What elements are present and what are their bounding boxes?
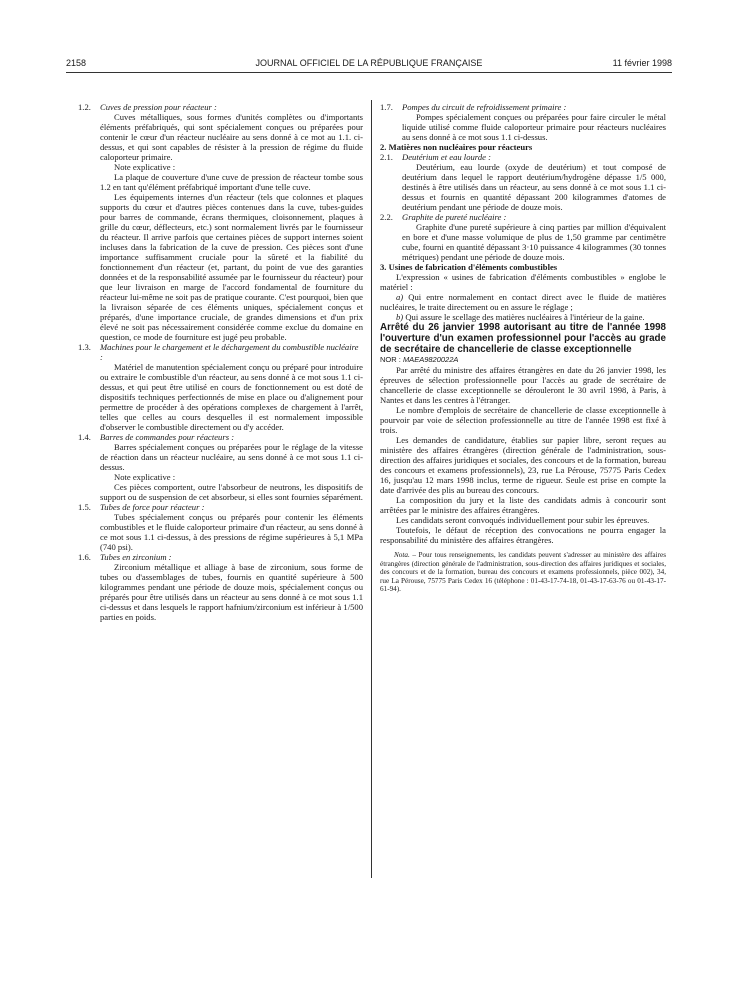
nota: Nota. – Pour tous renseignements, les candidats peuvent s'adresser au ministère des affaires étrangères (direction générale de l'administration, sous-direction des affaires juridiques et sociales, des concours et de la formation, bureau des concours et examens professionnels, pièce 002), 34, rue La Pérouse, 75775 Paris Cedex 16 (téléphone : 01-43-17-74-18, 01-43-17-63-76 ou 01-43-17-61-94). xyxy=(380,551,666,594)
paragraph: Pompes spécialement conçues ou préparées pour faire circuler le métal liquide utilisé comme fluide caloporteur primaire pour réacteurs nucléaires au sens donné à ce mot sous 1.1 ci-dessus. xyxy=(402,112,666,142)
right-column xyxy=(380,102,666,594)
section-body-1-3 xyxy=(78,362,363,432)
section-heading-1-2: 1.2. Cuves de pression pour réacteur : xyxy=(78,102,217,112)
section-body-1-2 xyxy=(78,112,363,172)
paragraph: Les équipements internes d'un réacteur (tels que colonnes et plaques supports du cœur et d'autres pièces contenues dans la cuve, tubes-guides pour barres de commande, écrans thermiques, cloisonnement, plaques à grille du cœur, déflecteurs, etc.) sont normalement livrés par le fournisseur du réacteur. Il arrive parfois que certaines pièces de support internes soient incluses dans la fabrication de la cuve de pression. Ces pièces sont d'une importance suffisamment cruciale pour la sûreté et la fiabilité du fonctionnement d'un réacteur (et, partant, du point de vue des garanties données et de la responsabilité assumée par le fournisseur du réacteur) pour que leur livraison en marge de l'accord fondamental de fourniture du réacteur lui-même ne soit pas de pratique courante. C'est pourquoi, bien que la livraison séparée de ces éléments uniques, spécialement conçus et préparés, d'une importance cruciale, de grandes dimensions et d'un prix élevé ne soit pas nécessairement considérée comme exclue du domaine en question, ce mode de fourniture est jugé peu probable. xyxy=(100,192,363,342)
section-body-1-7 xyxy=(380,112,666,142)
paragraph: La composition du jury et la liste des candidats admis à concourir sont arrêtées par le ministre des affaires étrangères. xyxy=(380,495,666,515)
paragraph: Toutefois, le défaut de réception des convocations ne pourra engager la responsabilité du ministère des affaires étrangères. xyxy=(380,525,666,545)
section-heading-2-1: 2.1. Deutérium et eau lourde : xyxy=(380,152,491,162)
section-heading-1-5: 1.5. Tubes de force pour réacteur : xyxy=(78,502,205,512)
section-title-2: 2. Matières non nucléaires pour réacteurs xyxy=(380,142,533,152)
header-rule xyxy=(66,72,672,73)
note-label: Note explicative : xyxy=(114,162,176,172)
paragraph: Barres spécialement conçues ou préparées pour le réglage de la vitesse de réaction dans un réacteur nucléaire, au sens donné à ce mot sous 1.1 ci-dessus. xyxy=(100,442,363,472)
paragraph: Le nombre d'emplois de secrétaire de chancellerie de classe exceptionnelle à pourvoir par voie de sélection professionnelle au titre de l'année 1998 est fixé à trois. xyxy=(380,405,666,435)
paragraph: Ces pièces comportent, outre l'absorbeur de neutrons, les dispositifs de support ou de suspension de cet absorbeur, si elles sont fournies séparément. xyxy=(100,482,363,502)
section-body-2-2 xyxy=(380,222,666,262)
paragraph: Graphite d'une pureté supérieure à cinq parties par million d'équivalent en bore et d'une masse volumique de plus de 1,50 gramme par centimètre cube, fourni en quantité dépassant 3·10 puissance 4 kilogrammes (30 tonnes métriques) pendant une période de douze mois. xyxy=(402,222,666,262)
issue-date: 11 février 1998 xyxy=(612,58,672,68)
section-body-1-5 xyxy=(78,512,363,552)
left-column xyxy=(78,102,363,622)
paragraph: Tubes spécialement conçus ou préparés pour contenir les éléments combustibles et le fluide caloporteur primaire d'un réacteur, au sens donné à ce mot sous 1.1 ci-dessus, à des pressions de régime supérieures à 5,1 MPa (740 psi). xyxy=(100,512,363,552)
paragraph: Zirconium métallique et alliage à base de zirconium, sous forme de tubes ou d'assemblages de tubes, fournis en quantité supérieure à 500 kilogrammes pendant une période de douze mois, spécialement conçus ou préparés pour être utilisés dans un réacteur au sens donné à ce mot sous 1.1 ci-dessus et dans lesquels le rapport hafnium/zirconium est inférieur à 1/500 parties en poids. xyxy=(100,562,363,622)
paragraph: Cuves métalliques, sous formes d'unités complètes ou d'importants éléments préfabriqués, qui sont spécialement conçues ou préparées pour contenir le cœur d'un réacteur nucléaire au sens donné à ce mot au 1.1. ci-dessus, et qui sont capables de résister à la pression de régime du fluide caloporteur primaire. xyxy=(100,112,363,162)
section-heading-1-7: 1.7. Pompes du circuit de refroidissement primaire : xyxy=(380,102,567,112)
section-heading-1-4: 1.4. Barres de commandes pour réacteurs : xyxy=(78,432,235,442)
decree-title: Arrêté du 26 janvier 1998 autorisant au titre de l'année 1998 l'ouverture d'un examen professionnel pour l'accès au grade de secrétaire de chancellerie de classe exceptionnelle xyxy=(380,322,666,355)
list-item-a: a) Qui entre normalement en contact direct avec le fluide de matières nucléaires, le traite directement ou en assure le réglage ; xyxy=(380,292,666,312)
section-heading-1-6: 1.6. Tubes en zirconium : xyxy=(78,552,172,562)
page-number: 2158 xyxy=(66,58,87,68)
section-title-3: 3. Usines de fabrication d'éléments combustibles xyxy=(380,262,558,272)
note-label: Note explicative : xyxy=(114,472,176,482)
page-header xyxy=(66,58,672,72)
section-heading-1-3: 1.3. Machines pour le chargement et le déchargement du combustible nucléaire : xyxy=(78,342,359,362)
section-heading-2-2: 2.2. Graphite de pureté nucléaire : xyxy=(380,212,507,222)
paragraph: Matériel de manutention spécialement conçu ou préparé pour introduire ou extraire le combustible d'un réacteur, au sens donné à ce mot sous 1.1 ci-dessus, et qui peut être utilisé en cours de fonctionnement ou est doté de dispositifs techniques perfectionnés de mise en place ou d'alignement pour permettre de procéder à des opérations complexes de chargement à l'arrêt, telles que celles au cours desquelles il est normalement impossible d'observer le combustible directement ou d'y accéder. xyxy=(100,362,363,432)
paragraph: Par arrêté du ministre des affaires étrangères en date du 26 janvier 1998, les épreuves de sélection professionnelle pour l'accès au grade de secrétaire de chancellerie de classe exceptionnelle se dérouleront le 30 avril 1998, à Paris, à Nantes et dans les centres à l'étranger. xyxy=(380,365,666,405)
section-body-1-4 xyxy=(78,442,363,482)
nor-reference: NOR : MAEA9820022A xyxy=(380,355,459,364)
paragraph: Deutérium, eau lourde (oxyde de deutérium) et tout composé de deutérium dans lequel le rapport deutérium/hydrogène dépasse 1/5 000, destinés à être utilisés dans un réacteur, au sens donné à ce mot sous 1.1 ci-dessus et fournis en quantité dépassant 200 kilogrammes d'atomes de deutérium pendant une période de douze mois. xyxy=(402,162,666,212)
journal-title: JOURNAL OFFICIEL DE LA RÉPUBLIQUE FRANÇAISE xyxy=(255,58,483,68)
list-item-b: b) Qui assure le scellage des matières nucléaires à l'intérieur de la gaine. xyxy=(396,312,645,322)
paragraph: Les candidats seront convoqués individuellement pour subir les épreuves. xyxy=(396,515,650,525)
column-divider xyxy=(371,100,372,878)
section-body-1-6 xyxy=(78,562,363,622)
section-body-2-1 xyxy=(380,162,666,212)
paragraph: La plaque de couverture d'une cuve de pression de réacteur tombe sous 1.2 en tant qu'élément préfabriqué important d'une telle cuve. xyxy=(100,172,363,192)
paragraph: L'expression « usines de fabrication d'éléments combustibles » englobe le matériel : xyxy=(380,272,666,292)
paragraph: Les demandes de candidature, établies sur papier libre, seront reçues au ministère des affaires étrangères (direction générale de l'administration, sous-direction des affaires juridiques et sociales, des concours et de la formation, bureau des concours et examens professionnels), 23, rue La Pérouse, 75775 Paris Cedex 16, jusqu'au 12 mars 1998 inclus, terme de rigueur. Seule est prise en compte la date d'arrivée des plis au bureau des concours. xyxy=(380,435,666,495)
